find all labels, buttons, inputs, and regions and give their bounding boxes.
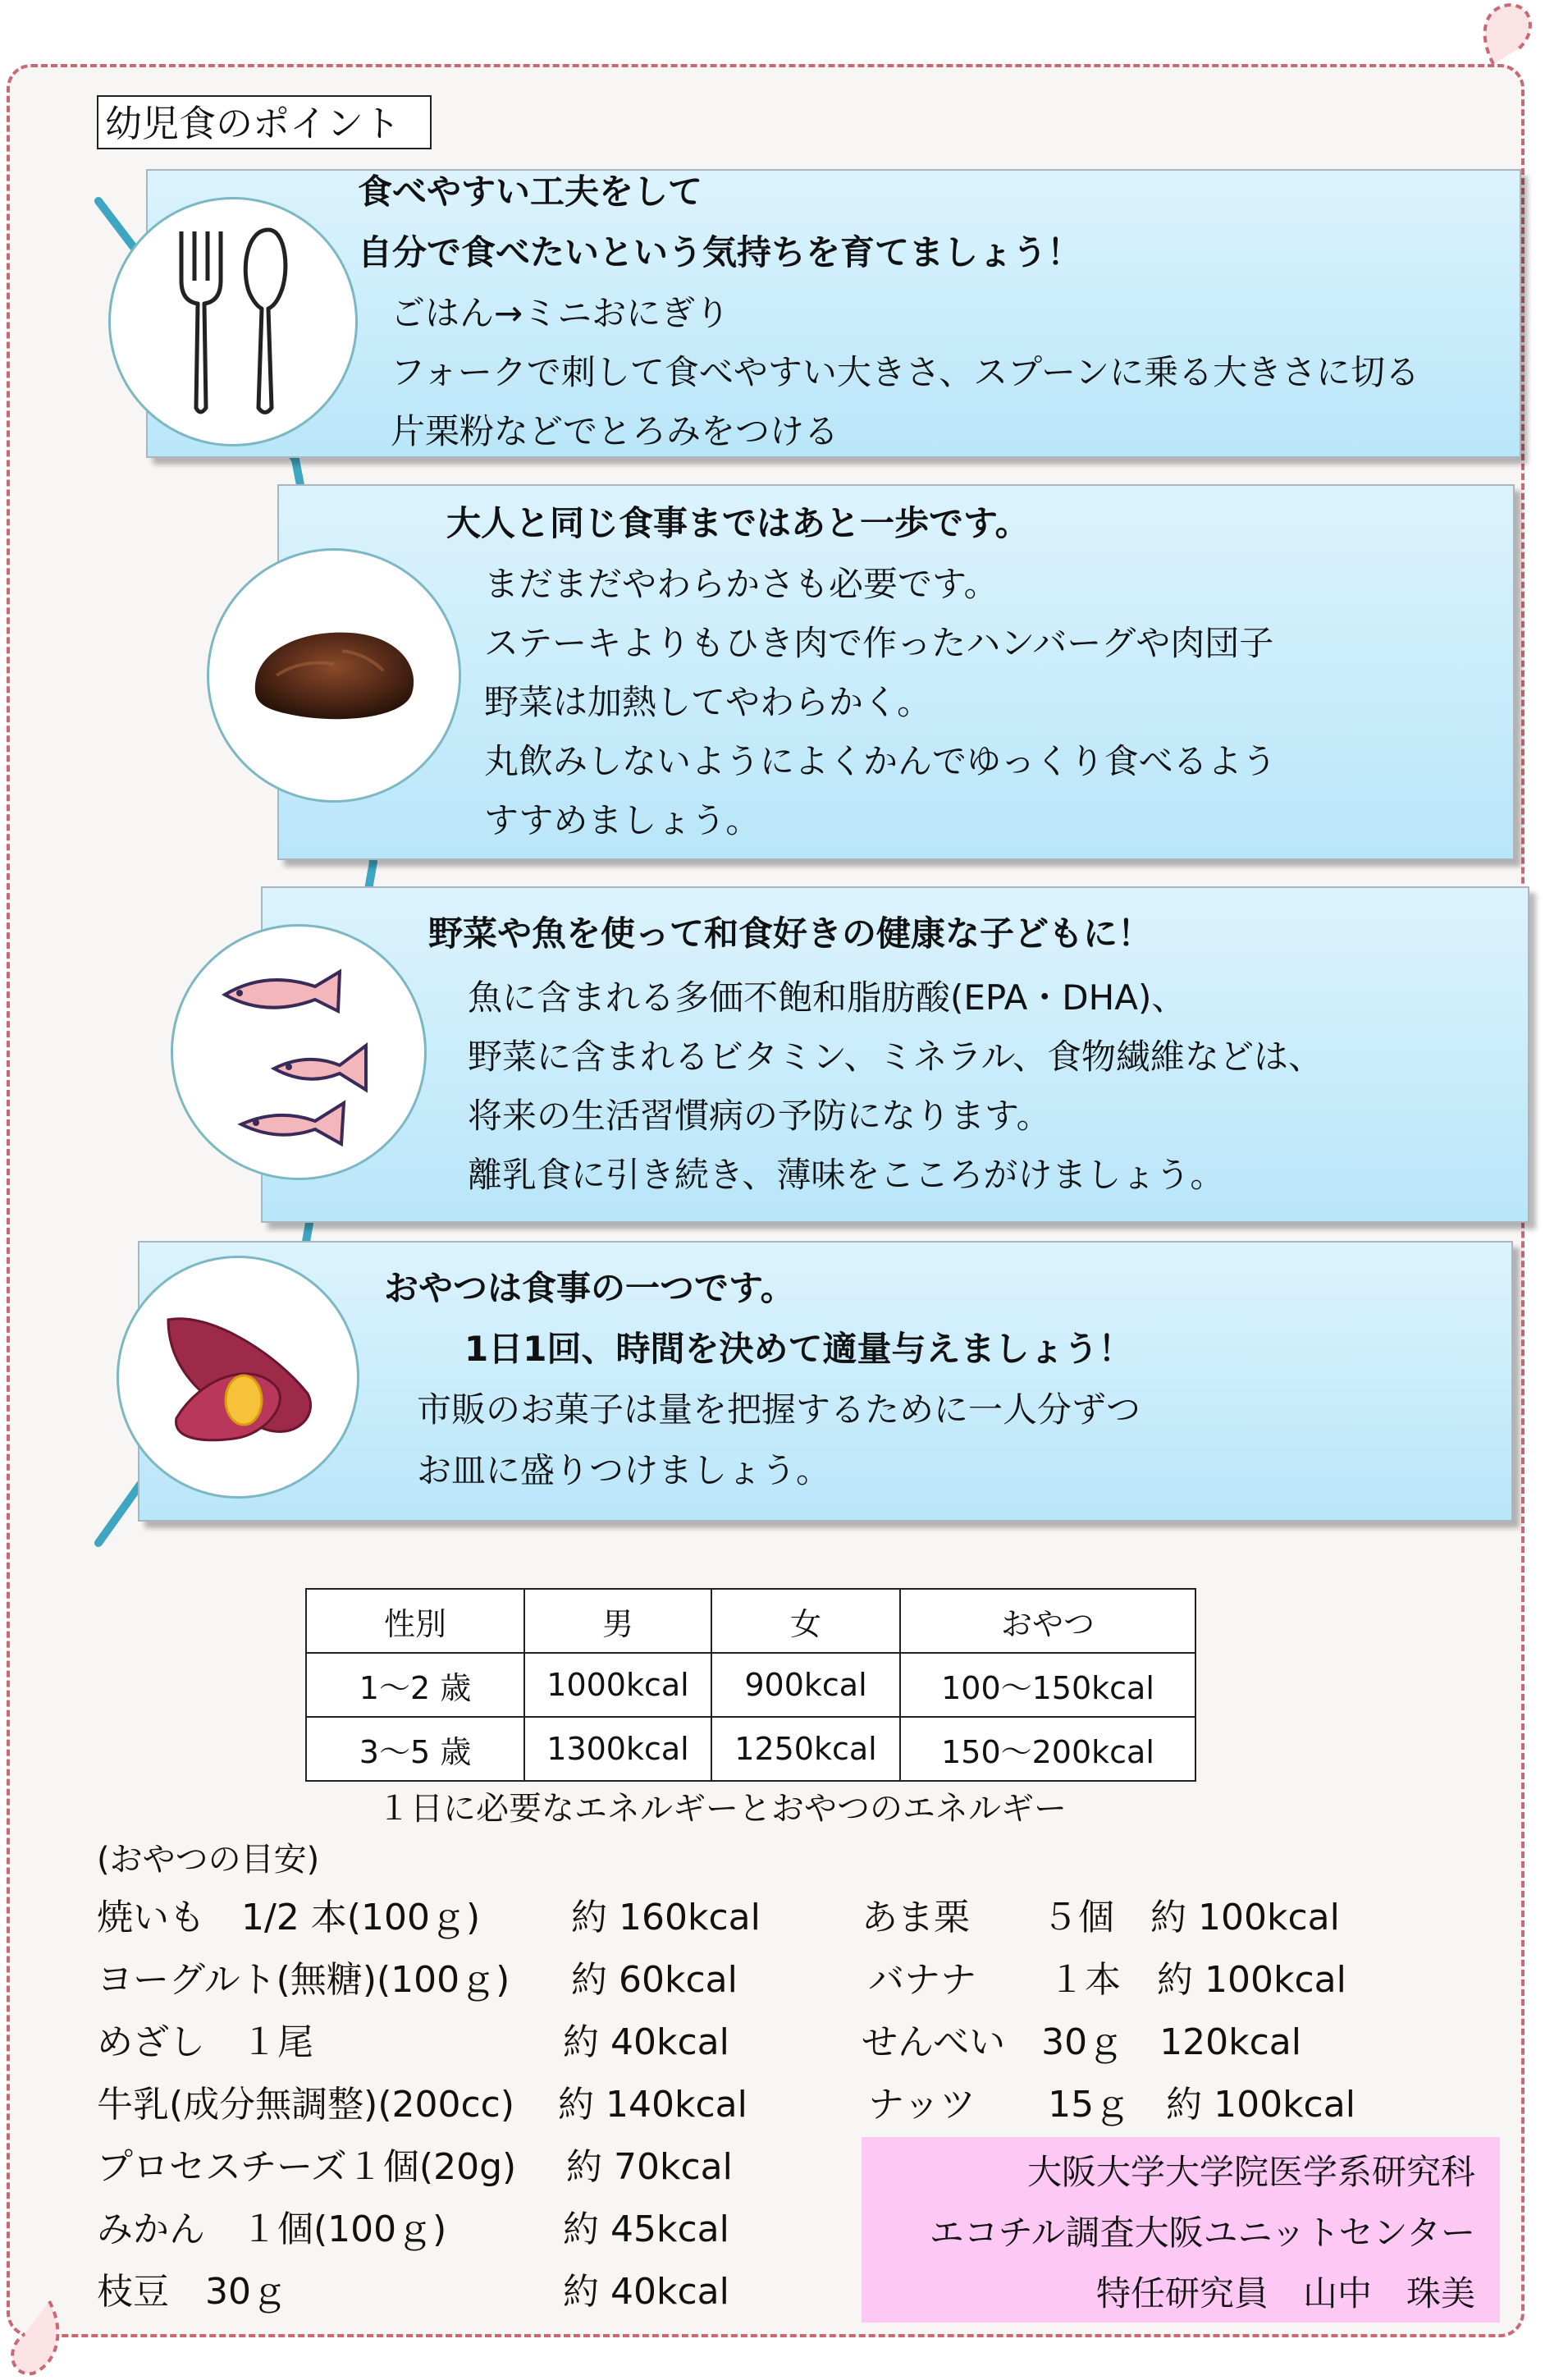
snack-kcal: 約 70kcal: [566, 2146, 733, 2188]
card-4-heading-1: おやつは食事の一つです。: [384, 1268, 795, 1308]
snack-kcal: 約 45kcal: [563, 2208, 729, 2250]
hamburg-steak-icon: [244, 618, 424, 733]
snack-item: 枝豆 30ｇ: [97, 2271, 287, 2313]
table-row: [306, 1653, 1195, 1717]
snack-kcal: 約 140kcal: [558, 2084, 747, 2126]
card-3-line-2: 野菜に含まれるビタミン、ミネラル、食物繊維などは、: [468, 1037, 1323, 1077]
page-title: 幼児食のポイント: [97, 95, 432, 149]
card-2-heading: 大人と同じ食事まではあと一歩です。: [446, 503, 1030, 543]
table-cell: 150～200kcal: [900, 1717, 1195, 1781]
table-cell: 100～150kcal: [900, 1653, 1195, 1717]
snack-item: 牛乳(成分無調整)(200cc): [97, 2084, 515, 2126]
card-2-line-4: 丸飲みしないようによくかんでゆっくり食べるよう: [484, 741, 1277, 781]
table-row: [306, 1717, 1195, 1781]
sweet-potato-icon: [152, 1303, 324, 1451]
card-2-line-3: 野菜は加熱してやわらかく。: [484, 682, 932, 722]
card-3-line-3: 将来の生活習慣病の予防になります。: [468, 1096, 1051, 1136]
credit-box: [862, 2137, 1500, 2323]
snack-item-right: バナナ １本 約 100kcal: [868, 1959, 1346, 2001]
credit-line: エコチル調査大阪ユニットセンター: [929, 2213, 1475, 2253]
credit-line: 特任研究員 山中 珠美: [1095, 2273, 1475, 2314]
snack-kcal: 約 160kcal: [571, 1897, 761, 1938]
card-1-heading-2: 自分で食べたいという気持ちを育てましょう！: [358, 232, 1082, 272]
snack-item-right: ナッツ 15ｇ 約 100kcal: [868, 2084, 1355, 2126]
card-2-image: [207, 548, 461, 803]
card-3-line-4: 離乳食に引き続き、薄味をこころがけましょう。: [468, 1155, 1225, 1195]
snack-item: ヨーグルト(無糖)(100ｇ): [97, 1959, 510, 2001]
snack-kcal: 約 40kcal: [563, 2021, 729, 2063]
table-header-cell: 女: [711, 1589, 900, 1653]
snack-item-right: あま栗 ５個 約 100kcal: [862, 1897, 1340, 1938]
credit-line: 大阪大学大学院医学系研究科: [1026, 2152, 1475, 2192]
card-3-image: [171, 924, 427, 1180]
card-2-line-1: まだまだやわらかさも必要です。: [484, 564, 999, 604]
card-1-image: [108, 197, 358, 446]
card-4-image: [117, 1256, 359, 1499]
table-caption: １日に必要なエネルギーとおやつのエネルギー: [377, 1790, 1067, 1828]
card-2-line-2: ステーキよりもひき肉で作ったハンバーグや肉団子: [484, 623, 1274, 663]
card-4-line-2: お皿に盛りつけましょう。: [417, 1450, 831, 1490]
table-header-cell: おやつ: [900, 1589, 1195, 1653]
table-header-cell: 男: [524, 1589, 711, 1653]
energy-table: [305, 1588, 1196, 1782]
snack-item: プロセスチーズ１個(20g): [97, 2146, 517, 2188]
table-header-row: [306, 1589, 1195, 1653]
card-3-line-1: 魚に含まれる多価不飽和脂肪酸(EPA・DHA)、: [468, 977, 1186, 1018]
card-1-line-3: 片栗粉などでとろみをつける: [391, 411, 839, 451]
card-4-line-1: 市販のお菓子は量を把握するために一人分ずつ: [417, 1389, 1141, 1430]
snack-item: 焼いも 1/2 本(100ｇ): [97, 1897, 481, 1938]
snack-kcal: 約 40kcal: [563, 2271, 729, 2313]
table-cell: 1000kcal: [524, 1653, 711, 1717]
snack-kcal: 約 60kcal: [571, 1959, 738, 2001]
card-1-line-1: ごはん→ミニおにぎり: [391, 293, 730, 333]
snack-item-right: せんべい 30ｇ 120kcal: [862, 2021, 1301, 2063]
table-cell: 1300kcal: [524, 1717, 711, 1781]
card-4-heading-2: 1日1回、時間を決めて適量与えましょう！: [464, 1329, 1133, 1369]
fork-spoon-icon: [163, 223, 303, 420]
table-cell: 1250kcal: [711, 1717, 900, 1781]
card-1-heading-1: 食べやすい工夫をして: [358, 172, 703, 212]
table-cell: 900kcal: [711, 1653, 900, 1717]
snack-item: みかん １個(100ｇ): [97, 2208, 447, 2250]
corner-curl-icon: [0, 2298, 74, 2380]
fish-icon: [217, 954, 381, 1151]
table-cell: 1～2 歳: [306, 1653, 524, 1717]
card-3-heading: 野菜や魚を使って和食好きの健康な子どもに！: [428, 913, 1153, 954]
card-1-line-2: フォークで刺して食べやすい大きさ、スプーンに乗る大きさに切る: [391, 352, 1420, 392]
card-2-line-5: すすめましょう。: [484, 800, 761, 840]
table-header-cell: 性別: [306, 1589, 524, 1653]
snack-item: めざし １尾: [97, 2021, 313, 2063]
table-cell: 3～5 歳: [306, 1717, 524, 1781]
snack-heading: (おやつの目安): [97, 1841, 320, 1879]
